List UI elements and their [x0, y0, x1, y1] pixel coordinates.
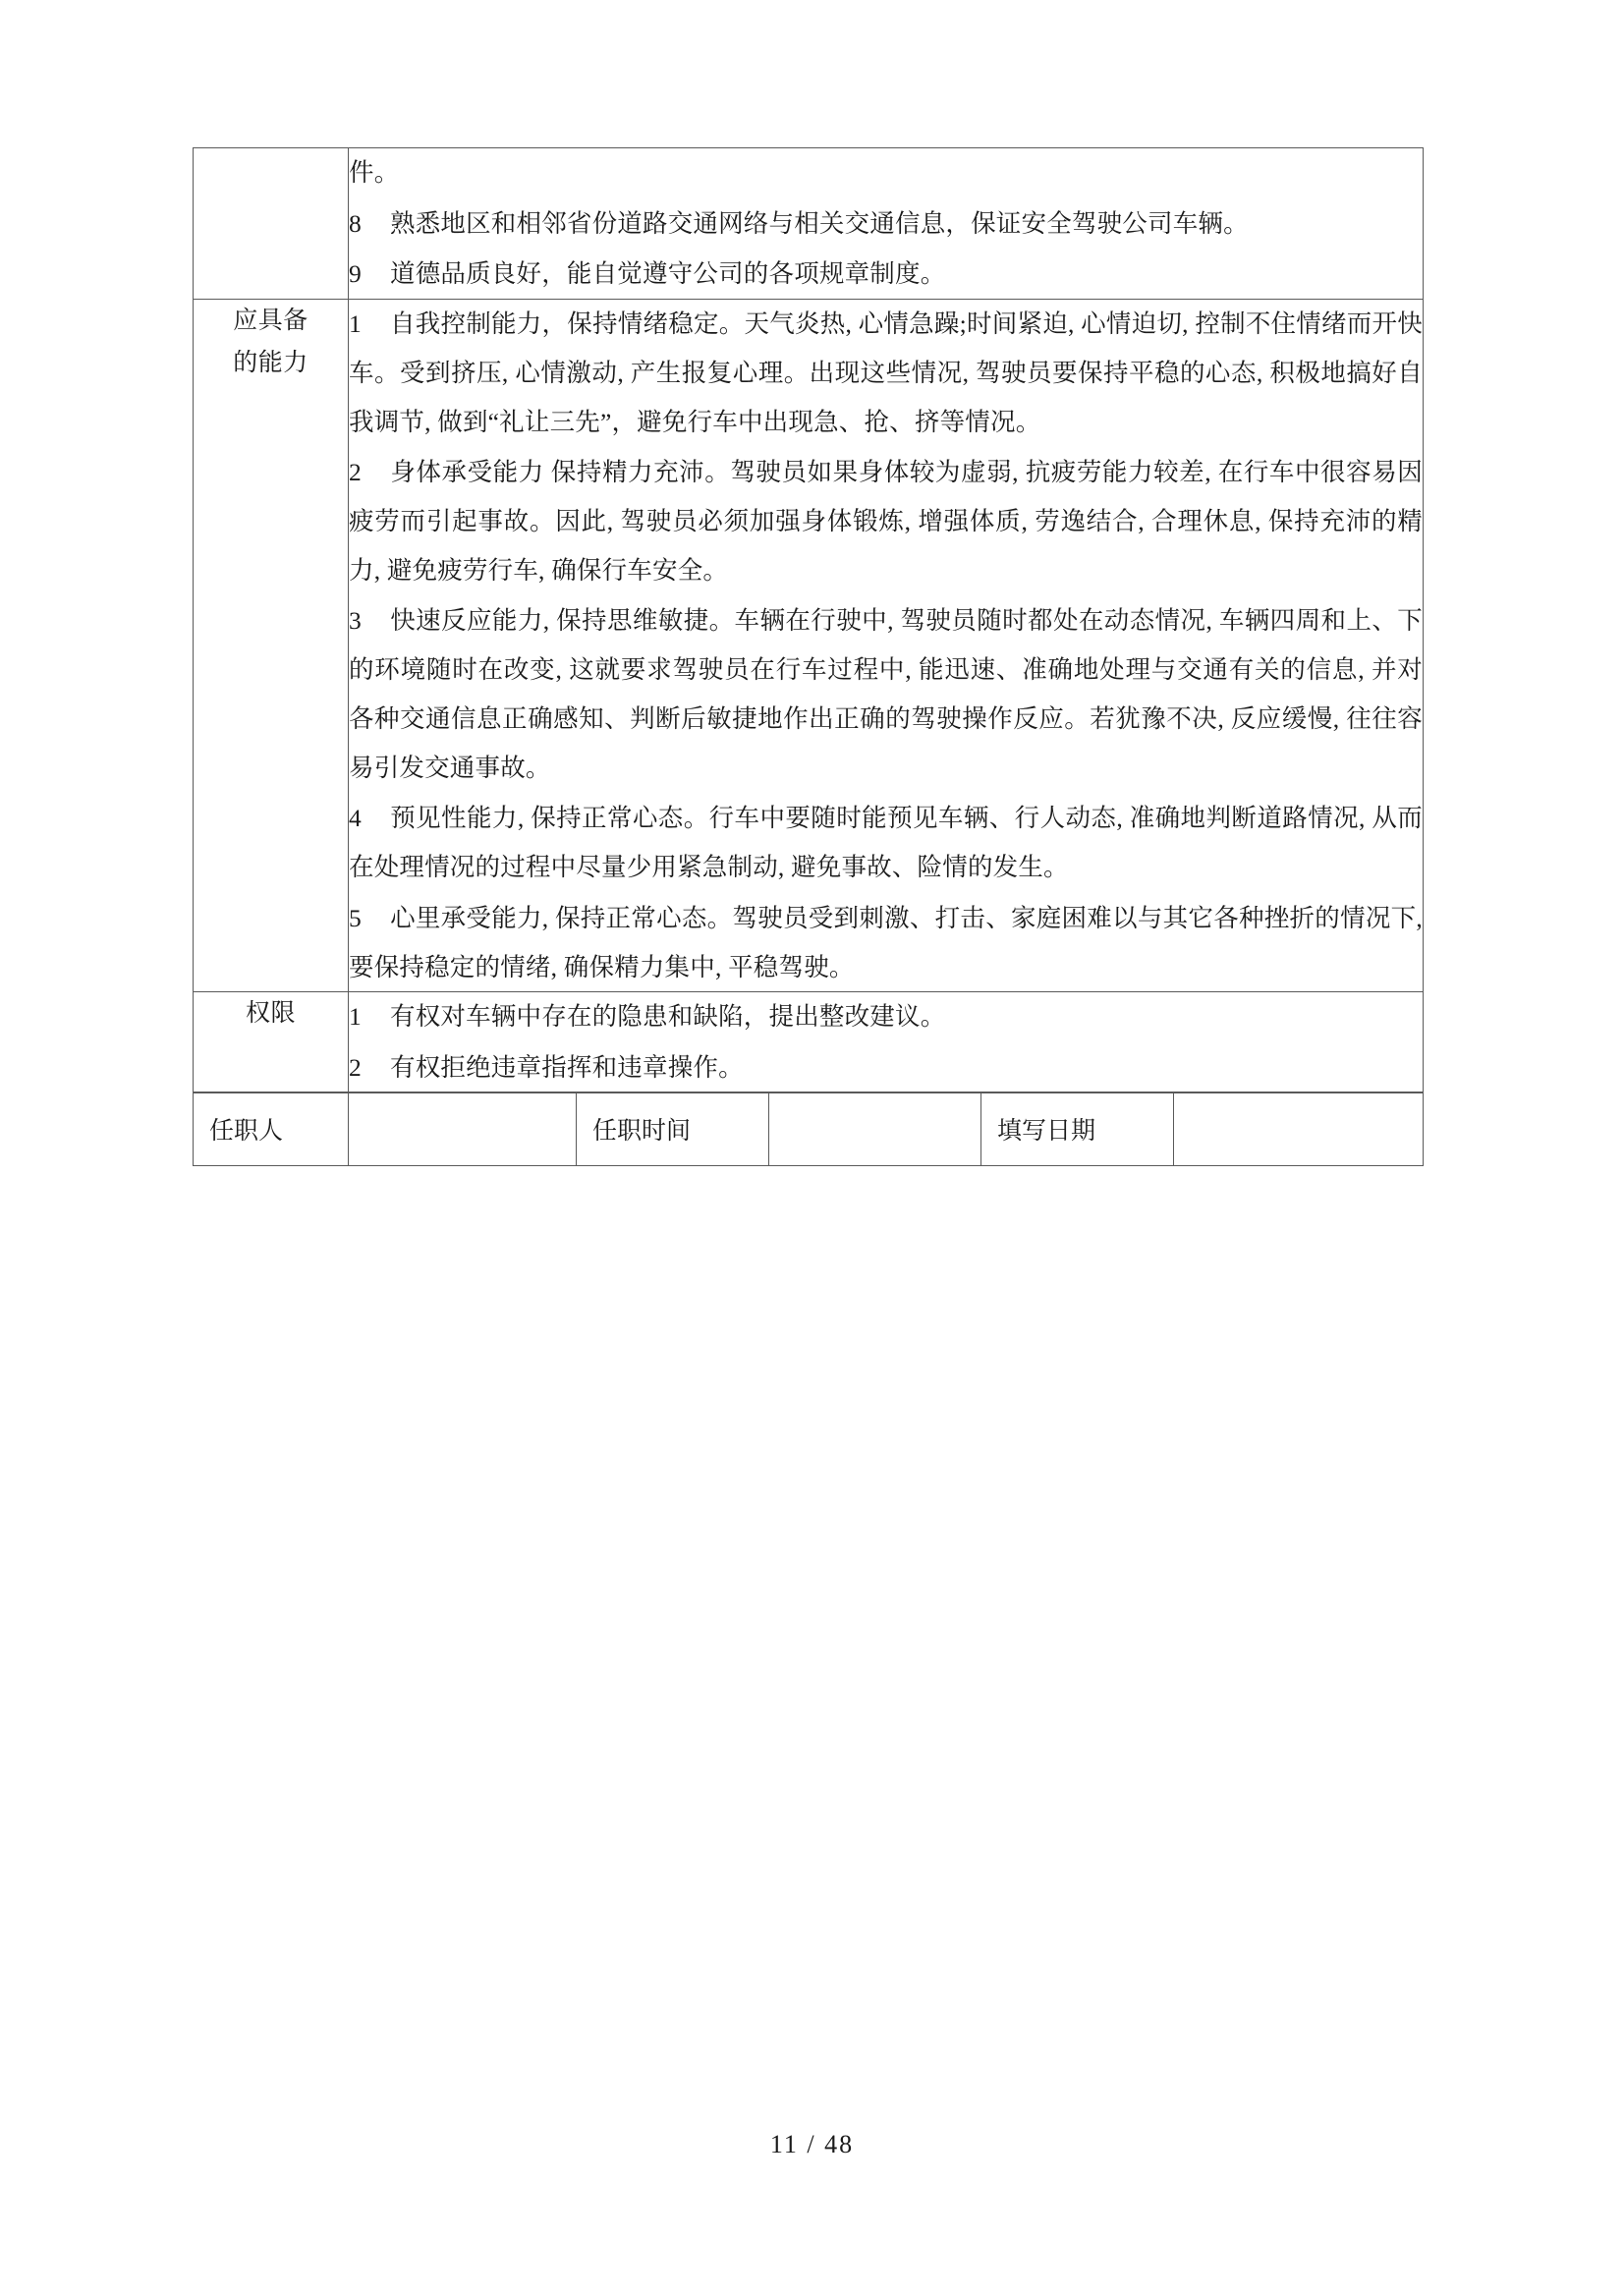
table-row-abilities	[194, 300, 1424, 992]
paragraph	[349, 794, 1423, 891]
row-label-line: 的能力	[233, 350, 308, 377]
row-label-abilities	[194, 300, 349, 992]
paragraph	[349, 250, 1423, 299]
row-content-continuation	[349, 148, 1424, 300]
incumbent-value[interactable]	[349, 1092, 577, 1166]
paragraph-number: 4	[349, 804, 362, 833]
paragraph-text: 件。	[349, 158, 400, 187]
job-description-table	[193, 147, 1424, 1093]
row-label-line: 权限	[245, 1000, 296, 1028]
row-label-continuation	[194, 148, 349, 300]
incumbent-label: 任职人	[194, 1092, 349, 1166]
table-row-continuation	[194, 148, 1424, 300]
paragraph-text: 自我控制能力，保持情绪稳定。天气炎热, 心情急躁;时间紧迫, 心情迫切, 控制不住情绪而开快车。受到挤压, 心情激动, 产生报复心理。出现这些情况, 驾驶员要保持平稳的心态, 积极地搞好自我调节, 做到“礼让三先”，避免行车中出现急、抢、挤等情况。	[349, 309, 1423, 436]
appointment-time-value[interactable]	[769, 1092, 981, 1166]
paragraph-number: 2	[349, 458, 362, 487]
row-label-authority	[194, 992, 349, 1092]
paragraph-text: 预见性能力, 保持正常心态。行车中要随时能预见车辆、行人动态, 准确地判断道路情况, 从而在处理情况的过程中尽量少用紧急制动, 避免事故、险情的发生。	[349, 804, 1423, 882]
row-label-line: 应具备	[233, 308, 308, 335]
paragraph	[349, 448, 1423, 594]
paragraph-text: 有权对车辆中存在的隐患和缺陷，提出整改建议。	[390, 1002, 946, 1032]
paragraph-number: 1	[349, 1002, 362, 1032]
paragraph-number: 1	[349, 309, 362, 339]
paragraph-text: 快速反应能力, 保持思维敏捷。车辆在行驶中, 驾驶员随时都处在动态情况, 车辆四周和上、下的环境随时在改变, 这就要求驾驶员在行车过程中, 能迅速、准确地处理与交通有关的信息, 并对各种交通信息正确感知、判断后敏捷地作出正确的驾驶操作反应。若犹豫不决, 反应缓慢, 往往容易引发交通事故。	[349, 606, 1423, 782]
paragraph-number: 5	[349, 903, 362, 932]
paragraph-text: 身体承受能力 保持精力充沛。驾驶员如果身体较为虚弱, 抗疲劳能力较差, 在行车中很容易因疲劳而引起事故。因此, 驾驶员必须加强身体锻炼, 增强体质, 劳逸结合, 合理休息, 保持充沛的精力, 避免疲劳行车, 确保行车安全。	[349, 458, 1423, 585]
paragraph-text: 有权拒绝违章指挥和违章操作。	[390, 1052, 744, 1082]
paragraph-text: 心里承受能力, 保持正常心态。驾驶员受到刺激、打击、家庭困难以与其它各种挫折的情况下, 要保持稳定的情绪, 确保精力集中, 平稳驾驶。	[349, 903, 1423, 981]
paragraph	[349, 1043, 1423, 1092]
paragraph-text: 道德品质良好，能自觉遵守公司的各项规章制度。	[390, 259, 946, 289]
paragraph	[349, 596, 1423, 792]
paragraph-number: 9	[349, 259, 362, 289]
row-content-authority	[349, 992, 1424, 1092]
fill-date-value[interactable]	[1174, 1092, 1424, 1166]
table-row-authority	[194, 992, 1424, 1092]
paragraph	[349, 300, 1423, 446]
paragraph	[349, 148, 1423, 197]
paragraph	[349, 199, 1423, 249]
page-number-footer: 11 / 48	[769, 2130, 855, 2158]
fill-date-label: 填写日期	[981, 1092, 1174, 1166]
row-content-abilities	[349, 300, 1424, 992]
signature-row	[194, 1092, 1424, 1166]
paragraph	[349, 992, 1423, 1041]
paragraph-text: 熟悉地区和相邻省份道路交通网络与相关交通信息，保证安全驾驶公司车辆。	[390, 208, 1249, 238]
signature-row-table	[193, 1092, 1424, 1166]
paragraph-number: 3	[349, 606, 362, 636]
paragraph	[349, 894, 1423, 991]
paragraph-number: 2	[349, 1052, 362, 1082]
appointment-time-label: 任职时间	[577, 1092, 769, 1166]
table-body	[194, 148, 1424, 1093]
paragraph-number: 8	[349, 208, 362, 238]
